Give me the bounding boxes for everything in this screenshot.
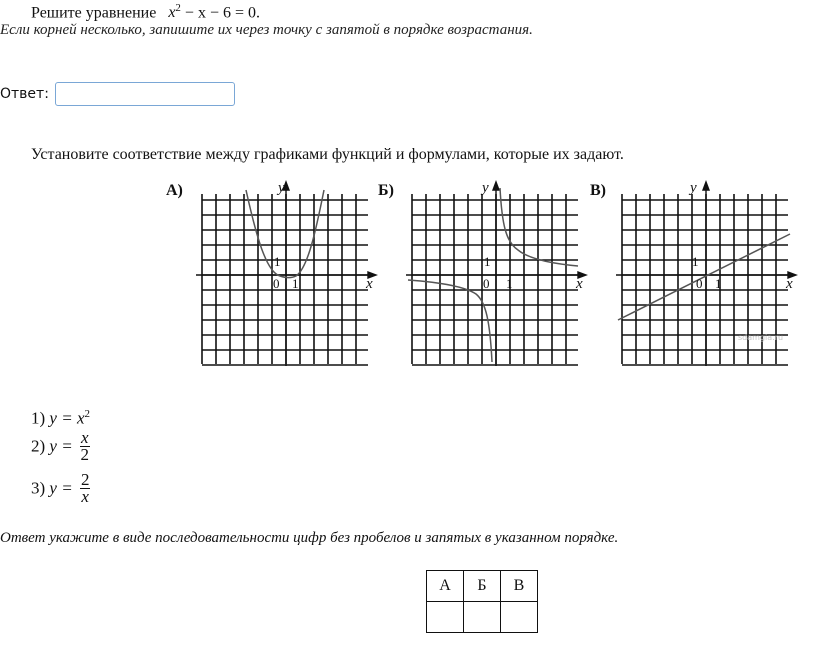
- formula-2-lhs: y =: [49, 436, 77, 456]
- answer-table-header-v: В: [501, 571, 538, 602]
- graph-a-x-label: x: [366, 276, 373, 292]
- graph-v-y-label: y: [690, 180, 697, 196]
- answer-table-header-b: Б: [464, 571, 501, 602]
- formula-1-number: 1): [31, 408, 46, 428]
- final-note: Ответ укажите в виде последовательности цифр без пробелов и запятых в указанном порядке.: [0, 530, 619, 546]
- formula-3: [31, 472, 90, 505]
- graph-v-x-one-label: 1: [715, 276, 722, 291]
- task1-equation-exp: 2: [175, 2, 181, 14]
- formula-2-numerator: x: [80, 428, 89, 447]
- task1-equation-rest: − x − 6 = 0.: [180, 4, 260, 22]
- graph-a-axes: [196, 182, 376, 366]
- graph-b-letter: Б): [378, 182, 394, 199]
- answer-table-cell-b[interactable]: [464, 602, 501, 633]
- graph-a-y-one-label: 1: [274, 254, 281, 269]
- task1-title: [31, 2, 260, 22]
- graph-a-plot: [196, 180, 412, 366]
- formula-3-number: 3): [31, 478, 46, 498]
- answer-table-cell-v[interactable]: [501, 602, 538, 633]
- watermark: sdamgia.ru: [738, 333, 784, 342]
- graph-v-letter: В): [590, 182, 606, 199]
- graph-b-y-label: y: [482, 180, 489, 196]
- graph-v-plot: [616, 180, 816, 366]
- formula-2: [31, 430, 90, 463]
- graph-a-x-one-label: 1: [292, 276, 299, 291]
- task1-title-prefix: Решите уравнение: [31, 4, 157, 22]
- graph-b-grid: [412, 194, 578, 365]
- formula-3-denominator: x: [81, 487, 89, 506]
- graph-b-x-one-label: 1: [506, 276, 513, 291]
- formula-3-fraction: [80, 472, 91, 505]
- graph-a-y-label: y: [278, 180, 285, 196]
- formula-1-base: x: [76, 408, 85, 428]
- formula-2-fraction: [80, 430, 90, 463]
- graph-v-x-label: x: [786, 276, 793, 292]
- formula-2-denominator: 2: [80, 445, 89, 464]
- formula-3-numerator: 2: [80, 470, 90, 489]
- task1-equation-x: x: [168, 4, 176, 22]
- formula-1-exp: 2: [84, 408, 90, 420]
- formula-1-lhs: y =: [49, 408, 77, 428]
- formula-2-number: 2): [31, 436, 46, 456]
- answer-input[interactable]: [55, 82, 235, 106]
- graph-v-zero-label: 0: [696, 276, 703, 291]
- graph-b-y-one-label: 1: [484, 254, 491, 269]
- formula-3-lhs: y =: [49, 478, 77, 498]
- task1-note: Если корней несколько, запишите их через точку с запятой в порядке возрастания.: [0, 22, 533, 38]
- graph-b-zero-label: 0: [483, 276, 490, 291]
- answer-table-header-row: [427, 571, 538, 602]
- task2-title: Установите соответствие между графиками функций и формулами, которые их задают.: [31, 146, 624, 163]
- graph-v-line: [618, 234, 790, 320]
- graph-a-letter: А): [166, 182, 183, 199]
- graph-b-plot: [406, 180, 622, 366]
- answer-label: Ответ:: [0, 86, 49, 102]
- formula-1: [31, 408, 90, 429]
- graph-a-zero-label: 0: [273, 276, 280, 291]
- graph-v-y-one-label: 1: [692, 254, 699, 269]
- graph-a-grid: [202, 194, 368, 365]
- answer-table-value-row: [427, 602, 538, 633]
- answer-table: [426, 570, 538, 633]
- answer-table-header-a: А: [427, 571, 464, 602]
- graph-b-axes: [406, 182, 586, 366]
- answer-table-cell-a[interactable]: [427, 602, 464, 633]
- graph-b-x-label: x: [576, 276, 583, 292]
